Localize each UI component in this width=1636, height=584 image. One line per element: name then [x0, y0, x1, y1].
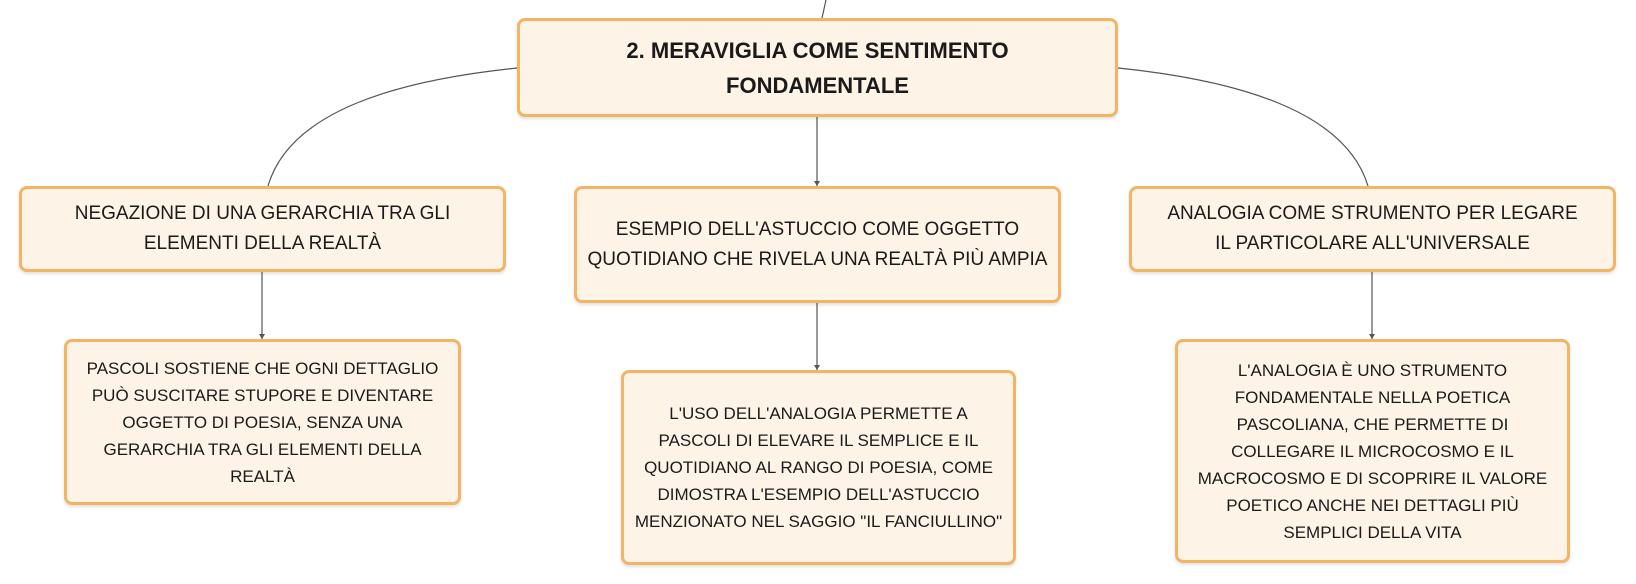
- detail-node-astuccio[interactable]: [621, 370, 1016, 565]
- detail-node-text: PASCOLI SOSTIENE CHE OGNI DETTAGLIO PUÒ SUSCITARE STUPORE E DIVENTARE OGGETTO DI POESIA, SENZA UNA GERARCHIA TRA GLI ELEMENTI DELLA REALTÀ: [86, 358, 439, 486]
- branch-node-astuccio[interactable]: [574, 186, 1061, 303]
- detail-node-text: L'ANALOGIA È UNO STRUMENTO FONDAMENTALE NELLA POETICA PASCOLIANA, CHE PERMETTE DI COLLEGARE IL MICROCOSMO E IL MACROCOSMO E DI SCOPRIRE IL VALORE POETICO ANCHE NEI DETTAGLI PIÙ SEMPLICI DELLA VITA: [1197, 360, 1548, 542]
- branch-node-text: NEGAZIONE DI UNA GERARCHIA TRA GLI ELEMENTI DELLA REALTÀ: [74, 203, 451, 254]
- connector-root-branch-c: [1118, 68, 1368, 186]
- branch-node-hierarchy[interactable]: [19, 186, 506, 272]
- connector-incoming: [822, 0, 826, 18]
- detail-node-hierarchy[interactable]: [64, 339, 461, 505]
- branch-node-text: ESEMPIO DELL'ASTUCCIO COME OGGETTO QUOTIDIANO CHE RIVELA UNA REALTÀ PIÙ AMPIA: [587, 218, 1048, 270]
- root-node-text: 2. MERAVIGLIA COME SENTIMENTO FONDAMENTALE: [626, 37, 1009, 98]
- branch-node-analogia[interactable]: [1129, 186, 1616, 272]
- branch-node-text: ANALOGIA COME STRUMENTO PER LEGARE IL PARTICOLARE ALL'UNIVERSALE: [1167, 203, 1578, 254]
- root-node[interactable]: [517, 18, 1118, 117]
- connector-root-branch-a: [268, 68, 517, 186]
- detail-node-analogia[interactable]: [1175, 339, 1570, 563]
- detail-node-text: L'USO DELL'ANALOGIA PERMETTE A PASCOLI DI ELEVARE IL SEMPLICE E IL QUOTIDIANO AL RANGO DI POESIA, COME DIMOSTRA L'ESEMPIO DELL'ASTUCCIO MENZIONATO NEL SAGGIO "IL FANCIULLINO": [634, 404, 1003, 531]
